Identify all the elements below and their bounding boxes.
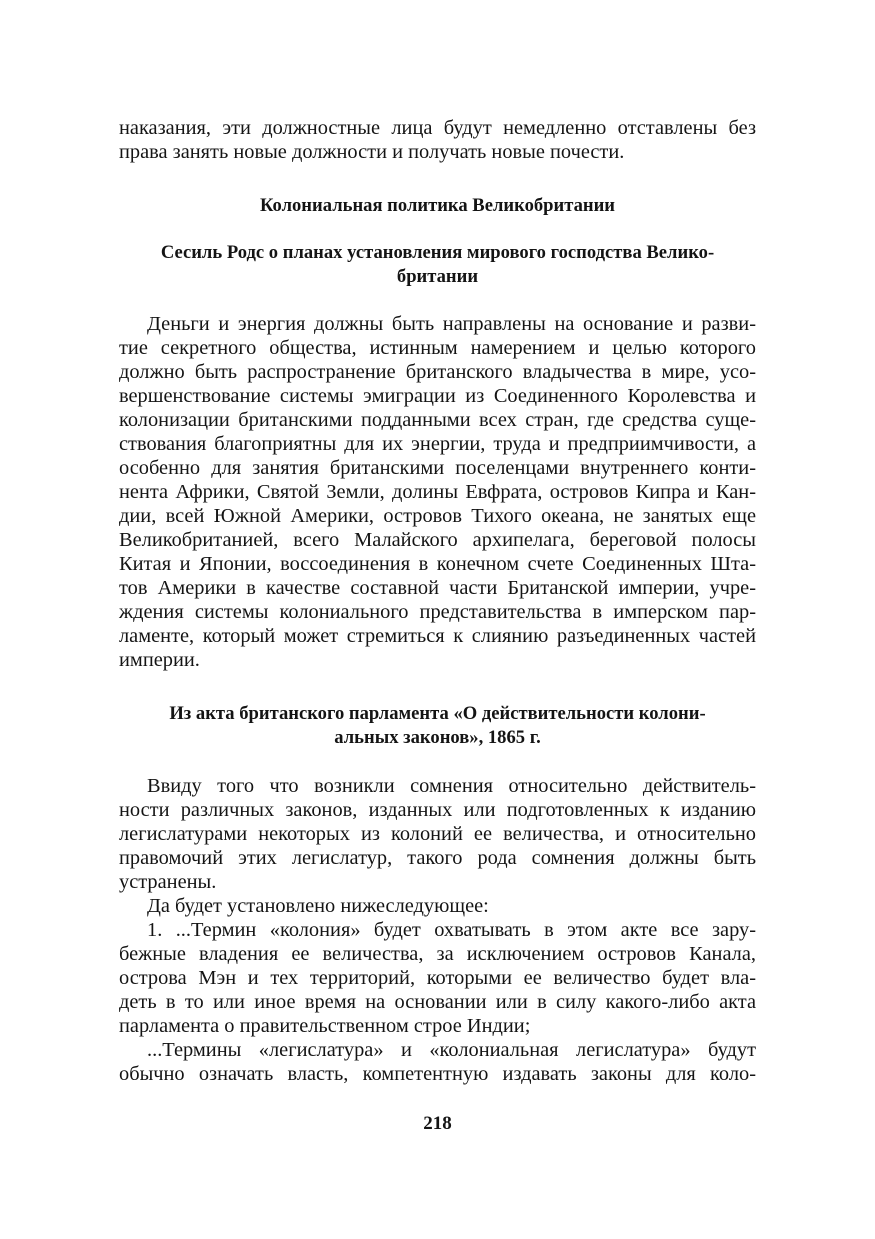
text-line: ламенте, который может стремиться к слиянию разъединенных частей bbox=[119, 625, 756, 647]
text-line: обычно означать власть, компетентную издавать законы для коло- bbox=[119, 1063, 756, 1085]
page-content bbox=[119, 116, 756, 1086]
heading-line: Сесиль Родс о планах установления мирового господства Велико- bbox=[160, 242, 715, 263]
text-line: вершенствование системы эмиграции из Соединенного Королевства и bbox=[119, 385, 756, 407]
heading-line: Из акта британского парламента «О действительности колони- bbox=[169, 703, 706, 724]
act-paragraph-4 bbox=[119, 1038, 756, 1086]
text-line: права занять новые должности и получать новые почести. bbox=[119, 141, 625, 163]
text-line: Ввиду того что возникли сомнения относительно действитель- bbox=[147, 775, 756, 797]
heading-line: британии bbox=[396, 266, 479, 287]
text-line: должно быть распространение британского владычества в мире, усо- bbox=[119, 361, 756, 383]
text-line: Деньги и энергия должны быть направлены на основание и разви- bbox=[147, 313, 756, 335]
text-line: легислатурами некоторых из колоний ее величества, и относительно bbox=[119, 823, 756, 845]
act-paragraph-3 bbox=[119, 918, 756, 1038]
text-line: нента Африки, Святой Земли, долины Евфрата, островов Кипра и Кан- bbox=[119, 481, 756, 503]
act-heading bbox=[119, 702, 756, 750]
opening-paragraph bbox=[119, 116, 756, 164]
text-line: ждения системы колониального представительства в имперском пар- bbox=[119, 601, 756, 623]
text-line: деть в то или иное время на основании или в силу какого-либо акта bbox=[119, 991, 756, 1013]
text-line: Да будет установлено нижеследующее: bbox=[147, 895, 489, 917]
text-line: империи. bbox=[119, 649, 200, 671]
text-line: парламента о правительственном строе Индии; bbox=[119, 1015, 531, 1037]
text-line: колонизации британскими подданными всех стран, где средства суще- bbox=[119, 409, 756, 431]
rhodes-paragraph bbox=[119, 312, 756, 672]
text-line: Великобританией, всего Малайского архипелага, береговой полосы bbox=[119, 529, 756, 551]
text-line: правомочий этих легислатур, такого рода сомнения должны быть bbox=[119, 847, 756, 869]
text-line: наказания, эти должностные лица будут немедленно отставлены без bbox=[119, 117, 756, 139]
text-line: ности различных законов, изданных или подготовленных к изданию bbox=[119, 799, 756, 821]
page-number: 218 bbox=[423, 1113, 452, 1134]
act-paragraph-1 bbox=[119, 774, 756, 894]
text-line: тов Америки в качестве составной части Британской империи, учре- bbox=[119, 577, 756, 599]
heading-line: альных законов», 1865 г. bbox=[334, 727, 541, 748]
text-line: ствования благоприятны для их энергии, труда и предприимчивости, а bbox=[119, 433, 756, 455]
text-line: бежные владения ее величества, за исключением островов Канала, bbox=[119, 943, 756, 965]
text-line: устранены. bbox=[119, 871, 217, 893]
act-paragraph-2 bbox=[119, 894, 756, 918]
section-heading: Колониальная политика Великобритании bbox=[259, 195, 616, 216]
text-line: ...Термины «легислатура» и «колониальная легислатура» будут bbox=[147, 1039, 756, 1061]
text-line: 1. ...Термин «колония» будет охватывать в этом акте все зару- bbox=[147, 919, 756, 941]
text-line: тие секретного общества, истинным намерением и целью которого bbox=[119, 337, 756, 359]
text-line: острова Мэн и тех территорий, которыми ее величество будет вла- bbox=[119, 967, 756, 989]
text-line: особенно для занятия британскими поселенцами внутреннего конти- bbox=[119, 457, 756, 479]
text-line: дии, всей Южной Америки, островов Тихого океана, не занятых еще bbox=[119, 505, 756, 527]
text-line: Китая и Японии, воссоединения в конечном счете Соединенных Шта- bbox=[119, 553, 756, 575]
rhodes-heading bbox=[119, 241, 756, 289]
